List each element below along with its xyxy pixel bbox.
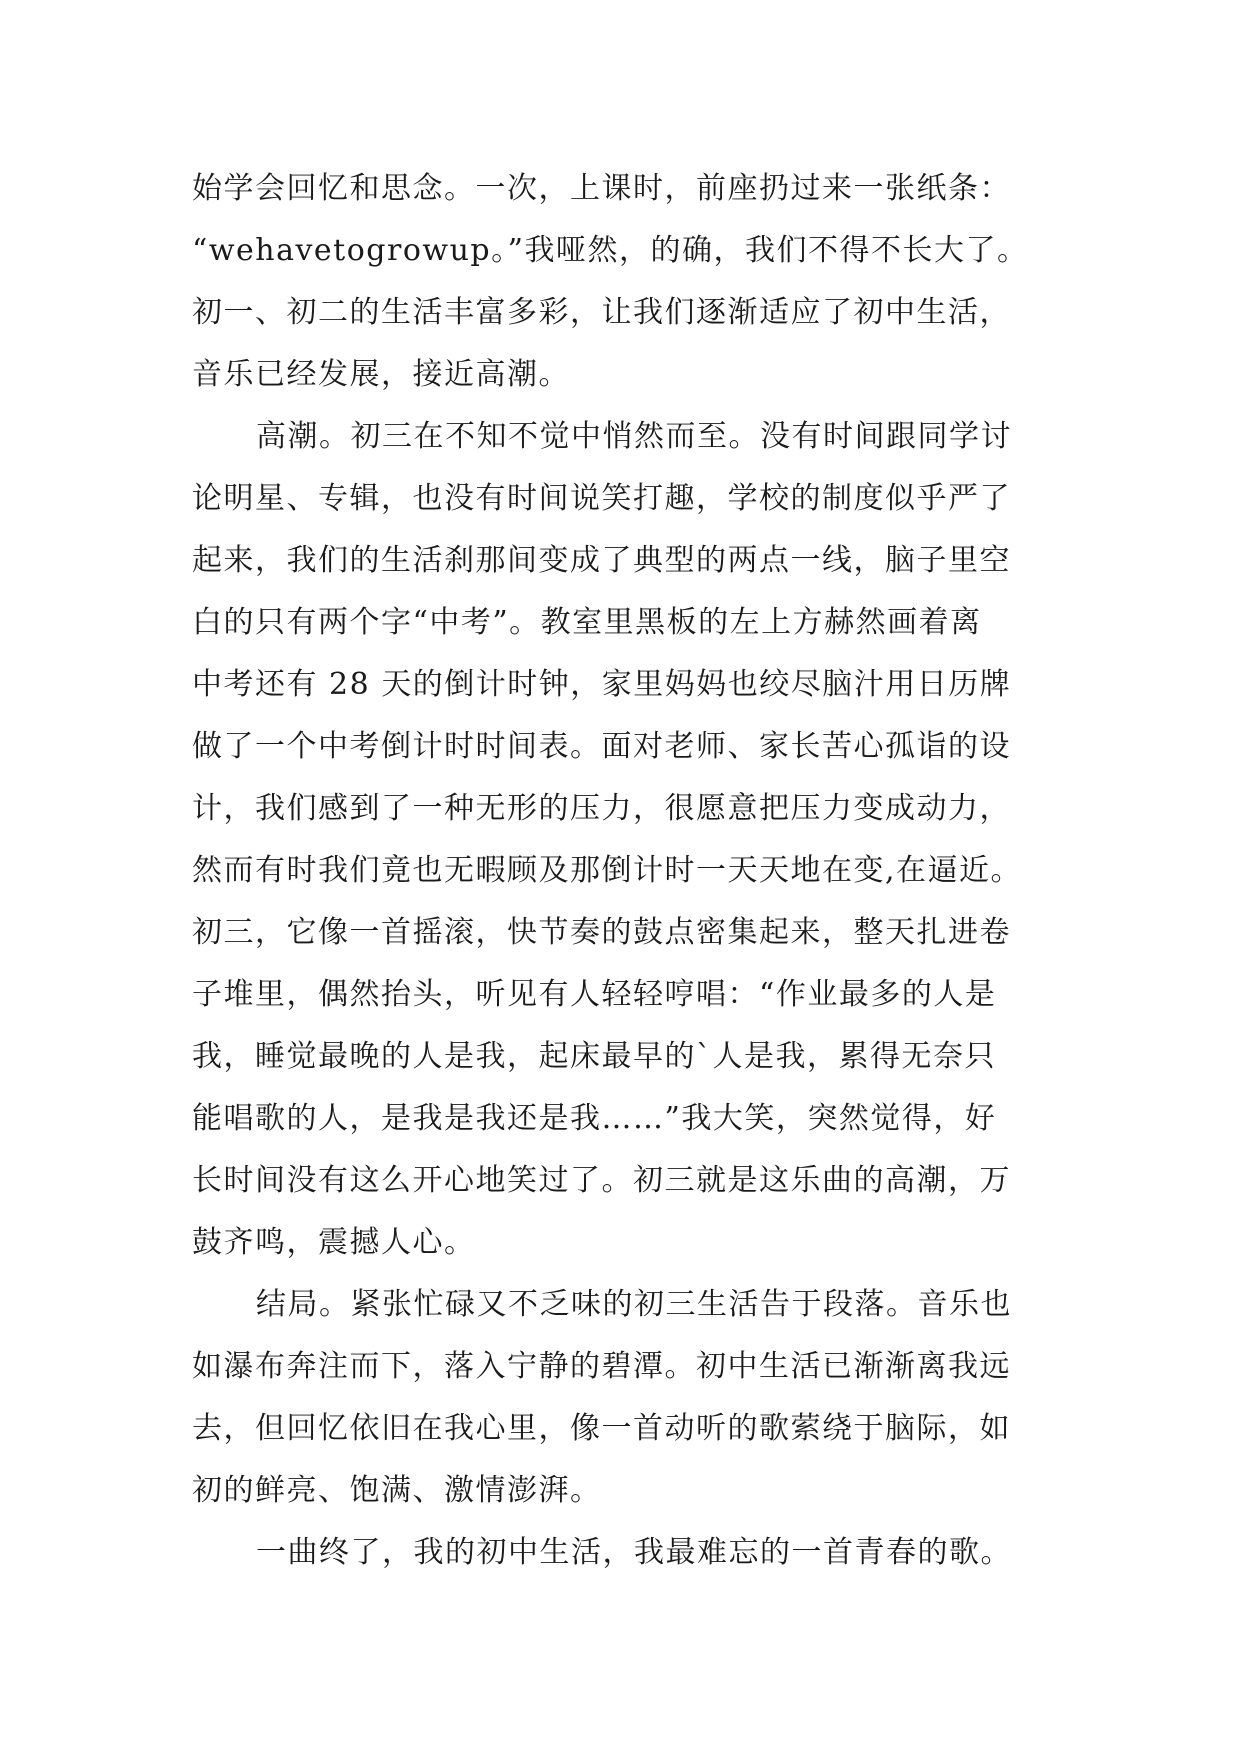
text-line: 初一、初二的生活丰富多彩，让我们逐渐适应了初中生活， — [192, 295, 1011, 330]
text-line: 如瀑布奔注而下，落入宁静的碧潭。初中生活已渐渐离我远 — [192, 1349, 1011, 1384]
text-line: 我，睡觉最晚的人是我，起床最早的`人是我，累得无奈只 — [192, 1039, 996, 1074]
text-line: 然而有时我们竟也无暇顾及那倒计时一天天地在变,在逼近。 — [192, 853, 1023, 888]
text-line: “wehavetogrowup。”我哑然，的确，我们不得不长大了。 — [192, 233, 1029, 268]
text-line: 子堆里，偶然抬头，听见有人轻轻哼唱：“作业最多的人是 — [192, 977, 997, 1012]
text-line: 初三，它像一首摇滚，快节奏的鼓点密集起来，整天扎进卷 — [192, 915, 1011, 950]
text-line: 能唱歌的人，是我是我还是我……”我大笑，突然觉得，好 — [192, 1101, 997, 1136]
text-line: 初的鲜亮、饱满、激情澎湃。 — [192, 1473, 602, 1508]
text-line: 长时间没有这么开心地笑过了。初三就是这乐曲的高潮，万 — [192, 1163, 1011, 1198]
text-line: 白的只有两个字“中考”。教室里黑板的左上方赫然画着离 — [192, 605, 982, 640]
text-line: 起来，我们的生活刹那间变成了典型的两点一线，脑子里空 — [192, 543, 1011, 578]
text-line: 始学会回忆和思念。一次，上课时，前座扔过来一张纸条： — [192, 171, 1011, 206]
essay-body — [192, 158, 1052, 1584]
paragraph-start-line: 结局。紧张忙碌又不乏味的初三生活告于段落。音乐也 — [256, 1287, 1012, 1322]
text-line: 计，我们感到了一种无形的压力，很愿意把压力变成动力， — [192, 791, 1011, 826]
text-line: 论明星、专辑，也没有时间说笑打趣，学校的制度似乎严了 — [192, 481, 1011, 516]
text-line: 音乐已经发展，接近高潮。 — [192, 357, 570, 392]
paragraph-start-line: 高潮。初三在不知不觉中悄然而至。没有时间跟同学讨 — [256, 419, 1012, 454]
text-line: 做了一个中考倒计时时间表。面对老师、家长苦心孤诣的设 — [192, 729, 1011, 764]
text-line: 去，但回忆依旧在我心里，像一首动听的歌萦绕于脑际，如 — [192, 1411, 1011, 1446]
paragraph-start-line: 一曲终了，我的初中生活，我最难忘的一首青春的歌。 — [256, 1535, 1012, 1570]
text-line: 中考还有 28 天的倒计时钟，家里妈妈也绞尽脑汁用日历牌 — [192, 667, 1012, 702]
text-line: 鼓齐鸣，震撼人心。 — [192, 1225, 476, 1260]
